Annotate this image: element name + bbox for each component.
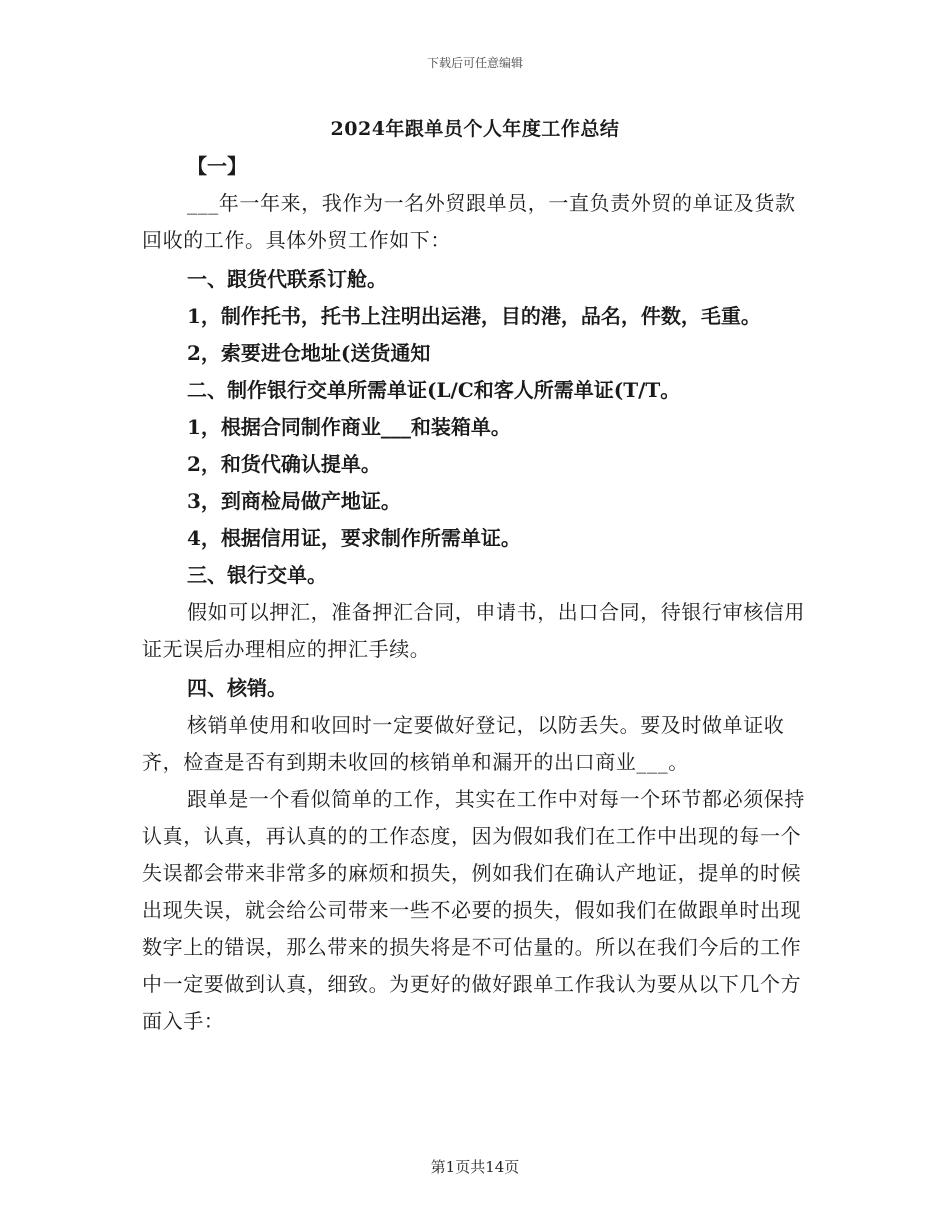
document-body — [142, 148, 810, 1040]
heading-2-item-4: 4，根据信用证，要求制作所需单证。 — [187, 526, 521, 550]
heading-1: 一、跟货代联系订舱。 — [187, 267, 387, 291]
heading-4: 四、核销。 — [187, 676, 287, 700]
heading-2-item-3: 3，到商检局做产地证。 — [187, 489, 401, 513]
heading-2: 二、制作银行交单所需单证(L/C和客人所需单证(T/T。 — [187, 378, 681, 402]
heading-2-item-1: 1，根据合同制作商业___和装箱单。 — [187, 415, 511, 439]
intro-paragraph: ___年一年来，我作为一名外贸跟单员，一直负责外贸的单证及货款回收的工作。具体外贸工作如下： — [142, 191, 796, 252]
paragraph-3: 假如可以押汇，准备押汇合同，申请书，出口合同，待银行审核信用证无误后办理相应的押汇手续。 — [142, 600, 805, 661]
heading-1-item-1: 1，制作托书，托书上注明出运港，目的港，品名，件数，毛重。 — [187, 304, 761, 328]
section-marker: 【一】 — [187, 154, 247, 178]
header-note: 下载后可任意编辑 — [426, 56, 523, 70]
page-footer: 第1页共14页 — [430, 1158, 520, 1176]
paragraph-4: 核销单使用和收回时一定要做好登记，以防丢失。要及时做单证收齐，检查是否有到期未收回的核销单和漏开的出口商业___。 — [142, 713, 785, 774]
heading-1-item-2: 2，索要进仓地址(送货通知 — [187, 341, 431, 365]
paragraph-5: 跟单是一个看似简单的工作，其实在工作中对每一个环节都必须保持认真，认真，再认真的的工作态度，因为假如我们在工作中出现的每一个失误都会带来非常多的麻烦和损失，例如我们在确认产地证，提单的时候出现失误，就会给公司带来一些不必要的损失，假如我们在做跟单时出现数字上的错误，那么带来的损失将是不可估量的。所以在我们今后的工作中一定要做到认真，细致。为更好的做好跟单工作我认为要从以下几个方面入手： — [142, 787, 805, 1033]
heading-3: 三、银行交单。 — [187, 563, 327, 587]
document-title: 2024年跟单员个人年度工作总结 — [330, 118, 620, 140]
heading-2-item-2: 2，和货代确认提单。 — [187, 452, 381, 476]
